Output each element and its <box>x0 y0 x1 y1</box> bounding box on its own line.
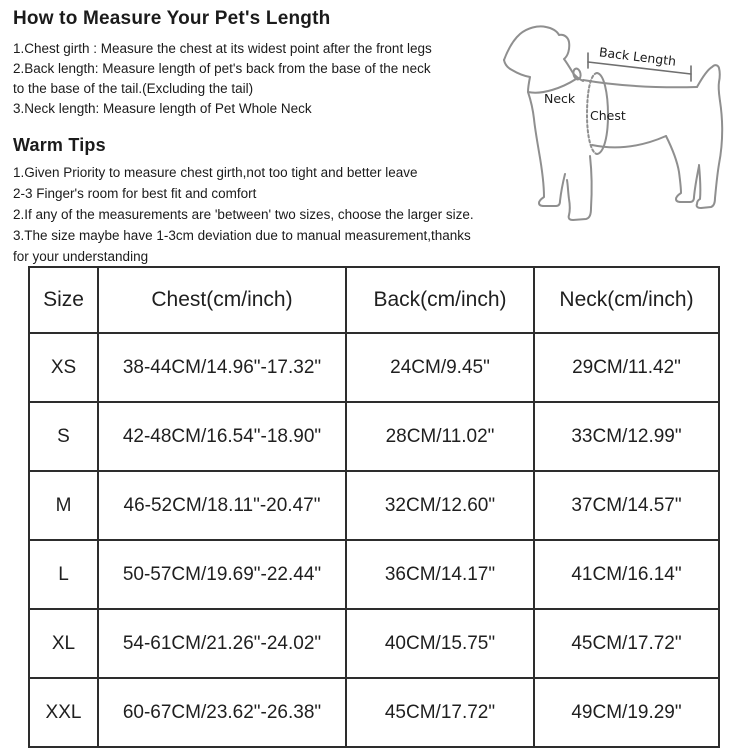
instruction-line: to the base of the tail.(Excluding the tail) <box>13 81 254 96</box>
size-cell: XL <box>29 609 98 678</box>
warm-tips-list <box>13 162 523 267</box>
chest-cell: 38-44CM/14.96"-17.32" <box>98 333 346 402</box>
neck-cell: 41CM/16.14" <box>534 540 719 609</box>
back-cell: 40CM/15.75" <box>346 609 534 678</box>
warm-tip-line: 3.The size maybe have 1-3cm deviation due to manual measurement,thanks <box>13 228 471 243</box>
chest-cell: 60-67CM/23.62"-26.38" <box>98 678 346 747</box>
size-cell: M <box>29 471 98 540</box>
neck-label: Neck <box>544 91 576 106</box>
dog-outline-illustration <box>478 8 748 258</box>
neck-cell: 37CM/14.57" <box>534 471 719 540</box>
back-cell: 32CM/12.60" <box>346 471 534 540</box>
col-header-back: Back(cm/inch) <box>346 267 534 333</box>
size-cell: L <box>29 540 98 609</box>
back-cell: 24CM/9.45" <box>346 333 534 402</box>
instruction-line: 2.Back length: Measure length of pet's back from the base of the neck <box>13 61 431 76</box>
chest-cell: 54-61CM/21.26"-24.02" <box>98 609 346 678</box>
dog-front-outline <box>504 60 565 206</box>
page-title: How to Measure Your Pet's Length <box>13 8 331 29</box>
measuring-guide-section <box>13 8 523 267</box>
size-chart-table <box>28 266 720 748</box>
chest-cell: 50-57CM/19.69"-22.44" <box>98 540 346 609</box>
size-cell: S <box>29 402 98 471</box>
warm-tip-line: 1.Given Priority to measure chest girth,not too tight and better leave <box>13 165 418 180</box>
measure-instructions <box>13 39 523 119</box>
col-header-neck: Neck(cm/inch) <box>534 267 719 333</box>
dog-measurement-diagram <box>478 8 748 258</box>
dog-rear-leg-far <box>697 101 722 208</box>
table-row <box>29 678 719 747</box>
col-header-size: Size <box>29 267 98 333</box>
instruction-line: 1.Chest girth : Measure the chest at its widest point after the front legs <box>13 41 432 56</box>
back-length-label: Back Length <box>598 44 677 69</box>
neck-cell: 45CM/17.72" <box>534 609 719 678</box>
warm-tip-line: 2-3 Finger's room for best fit and comfort <box>13 186 257 201</box>
table-row <box>29 540 719 609</box>
chest-cell: 46-52CM/18.11"-20.47" <box>98 471 346 540</box>
dog-rear-leg-near <box>666 136 699 202</box>
dog-back-line <box>583 80 697 87</box>
col-header-chest: Chest(cm/inch) <box>98 267 346 333</box>
warm-tips-heading: Warm Tips <box>13 135 106 155</box>
back-cell: 28CM/11.02" <box>346 402 534 471</box>
size-cell: XS <box>29 333 98 402</box>
table-row <box>29 609 719 678</box>
table-row <box>29 402 719 471</box>
back-cell: 36CM/14.17" <box>346 540 534 609</box>
chest-cell: 42-48CM/16.54"-18.90" <box>98 402 346 471</box>
back-cell: 45CM/17.72" <box>346 678 534 747</box>
dog-tail <box>697 65 720 101</box>
chest-label: Chest <box>590 108 626 123</box>
warm-tip-line: for your understanding <box>13 249 149 264</box>
neck-cell: 33CM/12.99" <box>534 402 719 471</box>
warm-tip-line: 2.If any of the measurements are 'between' two sizes, choose the larger size. <box>13 207 474 222</box>
dog-front-leg <box>567 156 592 220</box>
neck-cell: 49CM/19.29" <box>534 678 719 747</box>
instruction-line: 3.Neck length: Measure length of Pet Whole Neck <box>13 101 312 116</box>
neck-cell: 29CM/11.42" <box>534 333 719 402</box>
table-row <box>29 471 719 540</box>
table-header-row <box>29 267 719 333</box>
size-cell: XXL <box>29 678 98 747</box>
table-row <box>29 333 719 402</box>
